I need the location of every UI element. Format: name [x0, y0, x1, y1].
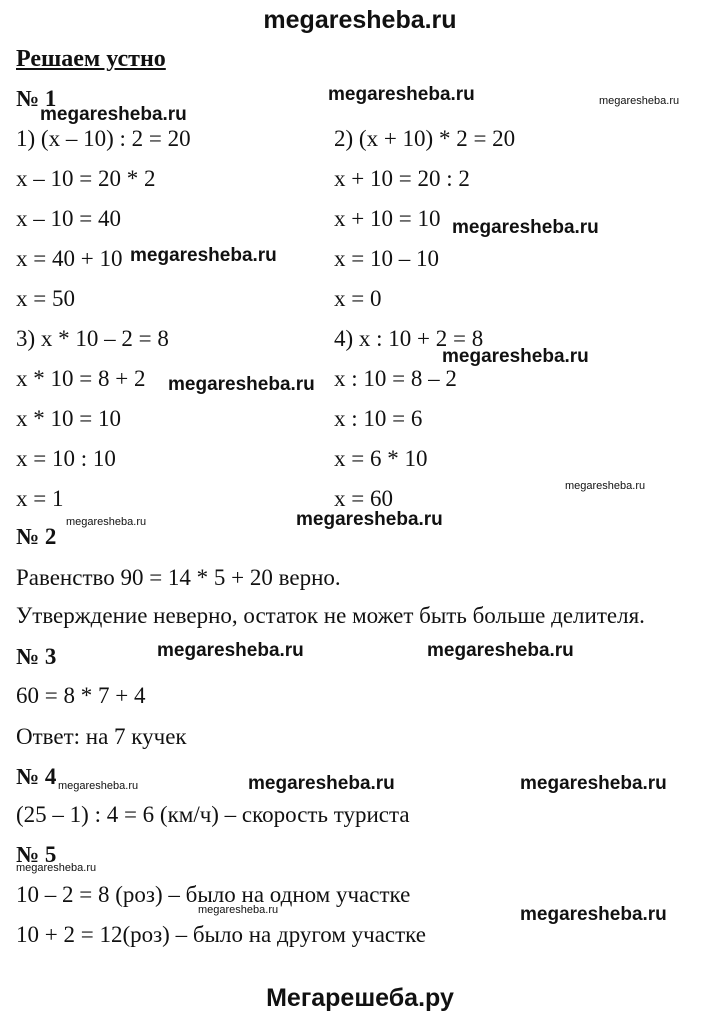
watermark: megaresheba.ru [452, 217, 599, 238]
equation-line: x = 10 : 10 [16, 446, 116, 471]
equation-line: 3) x * 10 – 2 = 8 [16, 326, 169, 351]
task-5-line: 10 – 2 = 8 (роз) – было на одном участке [16, 882, 411, 907]
section-title: Решаем устно [16, 46, 166, 72]
task-2-number: № 2 [16, 524, 57, 549]
watermark: megaresheba.ru [520, 773, 667, 794]
watermark: megaresheba.ru [520, 904, 667, 925]
equation-line: x = 10 – 10 [334, 246, 439, 271]
equation-line: x = 40 + 10 [16, 246, 123, 271]
task-3-line: 60 = 8 * 7 + 4 [16, 683, 146, 708]
equation-line: 4) x : 10 + 2 = 8 [334, 326, 484, 351]
watermark: megaresheba.ru [328, 84, 475, 105]
equation-line: x – 10 = 20 * 2 [16, 166, 156, 191]
site-header: megaresheba.ru [263, 6, 457, 34]
watermark-small: megaresheba.ru [16, 862, 97, 874]
watermark: megaresheba.ru [296, 509, 443, 530]
equation-line: 1) (x – 10) : 2 = 20 [16, 126, 191, 151]
equation-line: x = 50 [16, 286, 75, 311]
equation-line: x + 10 = 20 : 2 [334, 166, 470, 191]
equation-line: x : 10 = 8 – 2 [334, 366, 457, 391]
equation-line: x = 0 [334, 286, 382, 311]
equation-line: x = 60 [334, 486, 393, 511]
task-3-line: Ответ: на 7 кучек [16, 724, 187, 749]
task-3-number: № 3 [16, 644, 57, 669]
task-5-line: 10 + 2 = 12(роз) – было на другом участке [16, 922, 426, 947]
watermark: megaresheba.ru [168, 374, 315, 395]
task-4-number: № 4 [16, 764, 57, 789]
watermark: megaresheba.ru [427, 640, 574, 661]
watermark: megaresheba.ru [157, 640, 304, 661]
task-2-line: Равенство 90 = 14 * 5 + 20 верно. [16, 565, 341, 590]
equation-line: x – 10 = 40 [16, 206, 121, 231]
watermark: megaresheba.ru [442, 346, 589, 367]
task-1-number: № 1 [16, 86, 57, 111]
equation-line: x : 10 = 6 [334, 406, 423, 431]
watermark: megaresheba.ru [248, 773, 395, 794]
watermark-small: megaresheba.ru [198, 904, 279, 916]
site-footer: Мегарешеба.ру [266, 984, 454, 1012]
equation-line: x * 10 = 10 [16, 406, 121, 431]
equation-line: x + 10 = 10 [334, 206, 441, 231]
watermark-small: megaresheba.ru [599, 95, 680, 107]
equation-line: x = 1 [16, 486, 64, 511]
equation-line: x = 6 * 10 [334, 446, 428, 471]
equation-line: x * 10 = 8 + 2 [16, 366, 146, 391]
watermark: megaresheba.ru [40, 104, 187, 125]
watermark: megaresheba.ru [130, 245, 277, 266]
watermark-small: megaresheba.ru [66, 516, 147, 528]
watermark-small: megaresheba.ru [565, 480, 646, 492]
task-5-number: № 5 [16, 842, 57, 867]
task-4-line: (25 – 1) : 4 = 6 (км/ч) – скорость туриста [16, 802, 410, 827]
equation-line: 2) (x + 10) * 2 = 20 [334, 126, 516, 151]
task-2-line: Утверждение неверно, остаток не может быть больше делителя. [16, 603, 645, 628]
watermark-small: megaresheba.ru [58, 780, 139, 792]
